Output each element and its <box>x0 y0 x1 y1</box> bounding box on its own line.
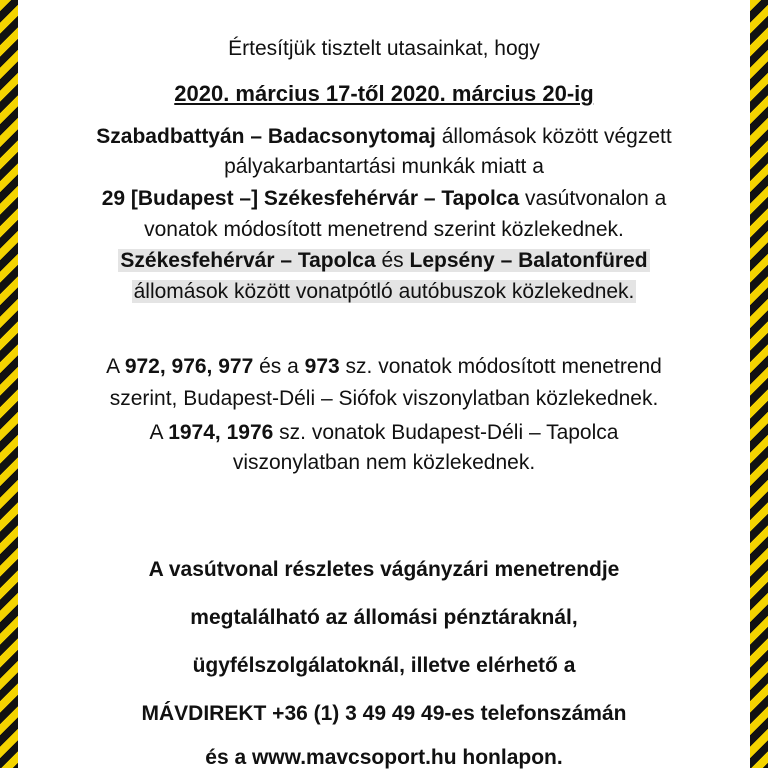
footer-line5: és a www.mavcsoport.hu honlapon. <box>205 746 563 769</box>
para1-line5: Székesfehérvár – Tapolca és Lepsény – Balatonfüred <box>120 249 648 272</box>
railway-line-ref: 29 [Budapest –] Székesfehérvár – Tapolca <box>101 187 520 210</box>
para2-line2: szerint, Budapest-Déli – Siófok viszonylatban közlekednek. <box>109 387 659 410</box>
intro-text: Értesítjük tisztelt utasainkat, hogy <box>228 37 540 60</box>
para2-line4: viszonylatban nem közlekednek. <box>232 451 536 474</box>
para2-line1: A 972, 976, 977 és a 973 sz. vonatok módosított menetrend <box>106 355 662 378</box>
bus-section-2: Lepsény – Balatonfüred <box>409 249 648 272</box>
train-numbers-c: 1974, 1976 <box>168 421 274 444</box>
para1-line6: állomások között vonatpótló autóbuszok közlekednek. <box>133 280 635 303</box>
footer-line1: A vasútvonal részletes vágányzári menetrendje <box>148 558 620 581</box>
footer-line4: MÁVDIREKT +36 (1) 3 49 49 49-es telefonszámán <box>141 702 627 725</box>
para1-line4: vonatok módosított menetrend szerint közlekednek. <box>144 218 624 241</box>
hazard-stripe-left <box>0 0 18 768</box>
train-numbers-a: 972, 976, 977 <box>124 355 254 378</box>
footer-line3: ügyfélszolgálatoknál, illetve elérhető a <box>192 654 576 677</box>
para1-line2: pályakarbantartási munkák miatt a <box>224 155 544 178</box>
section-name: Szabadbattyán – Badacsonytomaj <box>96 125 436 148</box>
train-numbers-b: 973 <box>304 355 340 378</box>
footer-line2: megtalálható az állomási pénztáraknál, <box>190 606 578 629</box>
bus-section-1: Székesfehérvár – Tapolca <box>120 249 376 272</box>
para2-line3: A 1974, 1976 sz. vonatok Budapest-Déli – Tapolca <box>149 421 619 444</box>
para1-line1: Szabadbattyán – Badacsonytomaj állomások között végzett <box>96 125 672 148</box>
date-range-heading: 2020. március 17-től 2020. március 20-ig <box>174 81 594 106</box>
para1-line3: 29 [Budapest –] Székesfehérvár – Tapolca vasútvonalon a <box>101 187 667 210</box>
hazard-stripe-right <box>750 0 768 768</box>
